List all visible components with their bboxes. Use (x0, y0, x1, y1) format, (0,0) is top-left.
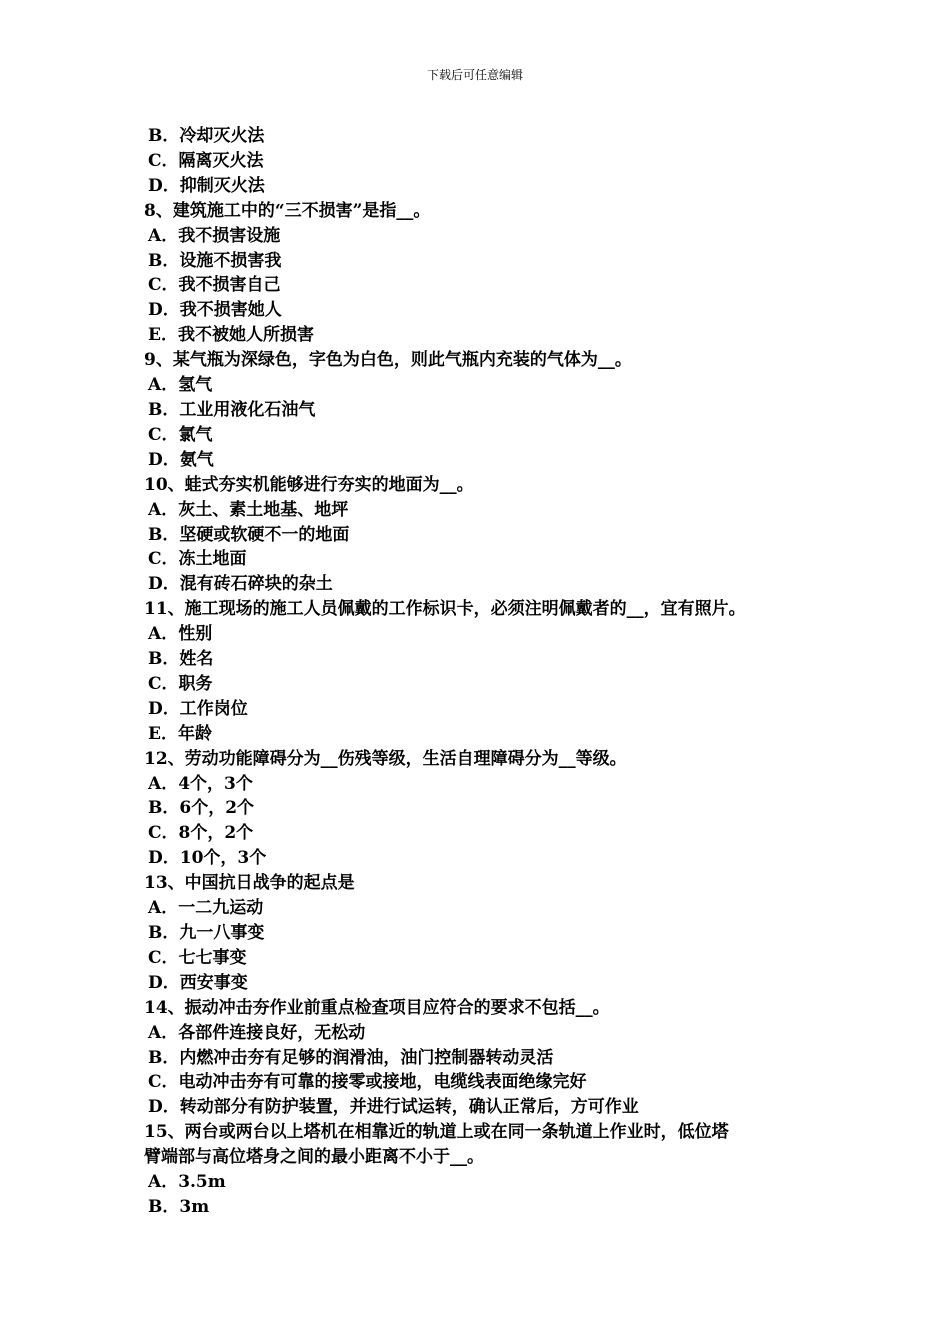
question-text: 14、振动冲击夯作业前重点检查项目应符合的要求不包括__。 (144, 997, 610, 1018)
answer-option: B．工业用液化石油气 (148, 399, 316, 420)
answer-option: D．工作岗位 (148, 698, 248, 719)
answer-option: D．混有砖石碎块的杂土 (148, 574, 333, 595)
answer-option: B．设施不损害我 (148, 250, 282, 271)
answer-option: B．内燃冲击夯有足够的润滑油，油门控制器转动灵活 (148, 1047, 554, 1068)
question-text: 臂端部与高位塔身之间的最小距离不小于__。 (144, 1147, 484, 1168)
page-header: 下载后可任意编辑 (426, 68, 523, 82)
answer-option: A．灰土、素土地基、地坪 (148, 499, 349, 520)
answer-option: C．冻土地面 (148, 549, 247, 570)
document-body (144, 124, 814, 1220)
answer-option: B．冷却灭火法 (148, 126, 265, 146)
answer-option: D．我不损害她人 (148, 300, 282, 321)
question-text: 9、某气瓶为深绿色，字色为白色，则此气瓶内充装的气体为__。 (144, 350, 632, 371)
answer-option: A．一二九运动 (148, 898, 264, 919)
answer-option: A．性别 (148, 624, 213, 645)
answer-option: C．七七事变 (148, 947, 247, 968)
answer-option: A．4个，3个 (148, 773, 253, 794)
answer-option: A．我不损害设施 (148, 225, 281, 246)
answer-option: E．我不被她人所损害 (148, 325, 314, 346)
answer-option: C．氯气 (148, 424, 213, 445)
answer-option: A．氢气 (148, 375, 213, 396)
answer-option: B．坚硬或软硬不一的地面 (148, 524, 350, 545)
answer-option: D．西安事变 (148, 972, 248, 993)
question-text: 8、建筑施工中的“三不损害”是指__。 (144, 200, 431, 221)
answer-option: A．3.5m (148, 1172, 226, 1193)
answer-option: C．我不损害自己 (148, 275, 281, 296)
question-text: 12、劳动功能障碍分为__伤残等级，生活自理障碍分为__等级。 (144, 748, 627, 769)
answer-option: D．10个，3个 (148, 848, 267, 869)
answer-option: B．6个，2个 (148, 798, 255, 819)
answer-option: D．转动部分有防护装置，并进行试运转，确认正常后，方可作业 (148, 1097, 639, 1118)
answer-option: C．职务 (148, 673, 213, 694)
answer-option: C．电动冲击夯有可靠的接零或接地，电缆线表面绝缘完好 (148, 1072, 587, 1093)
question-text: 11、施工现场的施工人员佩戴的工作标识卡，必须注明佩戴者的__，宜有照片。 (144, 599, 746, 620)
answer-option: D．抑制灭火法 (148, 175, 265, 196)
answer-option: C．8个，2个 (148, 823, 254, 844)
answer-option: C．隔离灭火法 (148, 150, 264, 171)
answer-option: B．姓名 (148, 649, 214, 670)
question-text: 13、中国抗日战争的起点是 (144, 873, 355, 894)
answer-option: B．九一八事变 (148, 923, 265, 943)
answer-option: B．3m (148, 1196, 210, 1217)
question-text: 10、蛙式夯实机能够进行夯实的地面为__。 (144, 474, 474, 495)
answer-option: E．年龄 (148, 723, 212, 744)
answer-option: D．氨气 (148, 449, 214, 470)
question-text: 15、两台或两台以上塔机在相靠近的轨道上或在同一条轨道上作业时，低位塔 (144, 1122, 729, 1143)
answer-option: A．各部件连接良好，无松动 (148, 1022, 366, 1043)
